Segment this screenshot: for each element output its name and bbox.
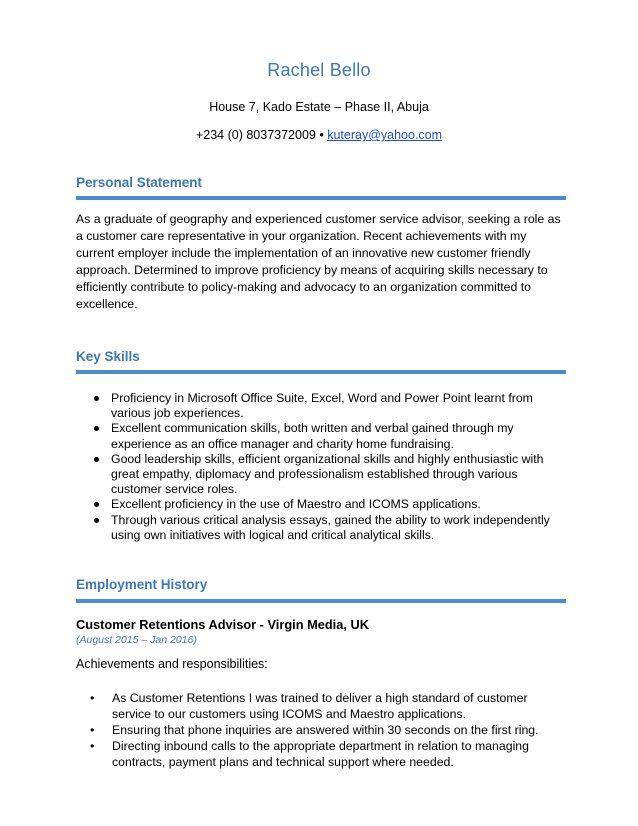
list-item: • As Customer Retentions I was trained to deliver a high standard of customer service to our customers using ICOMS and Maestro applications. bbox=[76, 690, 566, 722]
personal-statement-heading: Personal Statement bbox=[76, 175, 203, 190]
job-dates: (August 2015 – Jan 2016) bbox=[76, 634, 197, 646]
section-divider bbox=[76, 599, 566, 603]
job-duties-list bbox=[76, 690, 566, 770]
list-item: Excellent proficiency in the use of Maestro and ICOMS applications. bbox=[76, 497, 566, 512]
key-skills-heading: Key Skills bbox=[76, 349, 140, 364]
key-skills-list bbox=[76, 391, 566, 543]
employment-history-heading: Employment History bbox=[76, 577, 208, 592]
phone-number: +234 (0) 8037372009 bbox=[195, 128, 316, 142]
list-item: Proficiency in Microsoft Office Suite, Excel, Word and Power Point learnt from various job experiences. bbox=[76, 391, 566, 421]
section-divider bbox=[76, 196, 566, 200]
section-divider bbox=[76, 370, 566, 374]
personal-statement-text: As a graduate of geography and experienced customer service advisor, seeking a role as a customer care representative in your organization. Recent achievements with my current employer include the implementation of an innovative new customer friendly approach. Determined to improve proficiency by means of acquiring skills necessary to efficiently contribute to policy-making and advocacy to an organization committed to excellence. bbox=[76, 212, 561, 311]
list-item: Good leadership skills, efficient organizational skills and highly enthusiastic with great empathy, diplomacy and professionalism established through various customer service roles. bbox=[76, 452, 566, 498]
contact-line bbox=[0, 128, 638, 142]
list-item: Through various critical analysis essays, gained the ability to work independently using own initiatives with logical and critical analytical skills. bbox=[76, 513, 566, 543]
list-item: Excellent communication skills, both written and verbal gained through my experience as an office manager and charity home fundraising. bbox=[76, 421, 566, 451]
list-item: • Ensuring that phone inquiries are answered within 30 seconds on the first ring. bbox=[76, 722, 566, 738]
address-line: House 7, Kado Estate – Phase II, Abuja bbox=[209, 100, 429, 114]
contact-separator: • bbox=[315, 128, 328, 142]
list-item: • Directing inbound calls to the appropriate department in relation to managing contracts, payment plans and technical support where needed. bbox=[76, 738, 566, 770]
job-title: Customer Retentions Advisor - Virgin Media, UK bbox=[76, 617, 369, 632]
candidate-name: Rachel Bello bbox=[267, 60, 371, 80]
email-link[interactable]: kuteray@yahoo.com bbox=[327, 128, 443, 142]
achievements-label: Achievements and responsibilities: bbox=[76, 657, 268, 671]
